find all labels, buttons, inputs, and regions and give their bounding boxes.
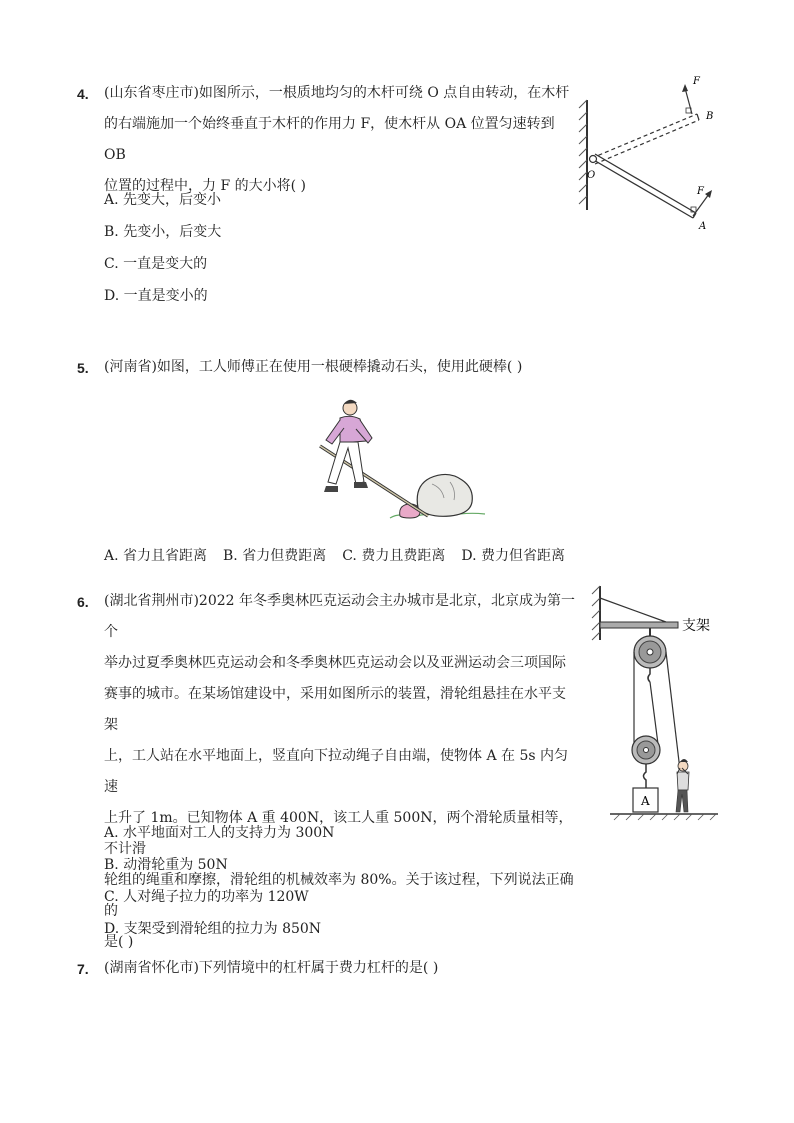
question-6-line-2: 举办过夏季奥林匹克运动会和冬季奥林匹克运动会以及亚洲运动会三项国际 [104,655,566,671]
question-4-stem [104,78,574,202]
question-6-option-d[interactable]: D. 支架受到滑轮组的拉力为 850N [104,921,322,937]
question-7-number: 7. [77,961,89,977]
label-f-bottom: F [697,186,704,197]
label-a: A [699,221,707,230]
question-6-line-6: 轮组的绳重和摩擦，滑轮组的机械效率为 80%。关于该过程，下列说法正确的 [104,872,574,919]
question-4-option-c[interactable]: C. 一直是变大的 [104,256,208,272]
question-5-worker-prying-figure [300,398,495,528]
question-6-line-7: 是( ) [104,934,134,950]
question-5-option-b[interactable]: B. 省力但费距离 [223,548,327,564]
question-6-line-3: 赛事的城市。在某场馆建设中，采用如图所示的装置，滑轮组悬挂在水平支架 [104,686,566,733]
question-5-option-c[interactable]: C. 费力且费距离 [342,548,446,564]
question-4-line-1: (山东省枣庄市)如图所示，一根质地均匀的木杆可绕 O 点自由转动，在木杆 [104,85,570,101]
question-4-number: 4. [77,86,89,102]
label-b: B [706,111,714,122]
question-5-options [104,545,565,565]
question-4-line-2: 的右端施加一个始终垂直于木杆的作用力 F，使木杆从 OA 位置匀速转到 OB [104,116,555,163]
question-5-option-d[interactable]: D. 费力但省距离 [461,548,565,564]
label-f-top: F [693,76,700,87]
question-4-option-b[interactable]: B. 先变小，后变大 [104,224,222,240]
question-5-number: 5. [77,360,89,376]
question-6-number: 6. [77,594,89,610]
question-4-lever-figure [575,70,725,230]
question-6-option-b[interactable]: B. 动滑轮重为 50N [104,857,228,873]
question-6-pulley-figure [588,582,723,822]
question-5-option-a[interactable]: A. 省力且省距离 [104,548,208,564]
question-6-option-c[interactable]: C. 人对绳子拉力的功率为 120W [104,889,309,905]
question-4-line-3: 位置的过程中，力 F 的大小将( ) [104,178,306,194]
support-label: 支架 [682,618,710,634]
label-o: O [587,170,596,181]
pivot-o [590,156,597,163]
question-6-option-a[interactable]: A. 水平地面对工人的支持力为 300N [104,825,335,841]
question-6-line-5: 上升了 1m。已知物体 A 重 400N，该工人重 500N，两个滑轮质量相等，不计滑 [104,810,573,857]
question-5-stem: (河南省)如图，工人师傅正在使用一根硬棒撬动石头，使用此硬棒( ) [104,359,523,375]
question-4-option-d[interactable]: D. 一直是变小的 [104,288,208,304]
question-7-stem: (湖南省怀化市)下列情境中的杠杆属于费力杠杆的是( ) [104,960,439,976]
block-a-label: A [641,794,650,808]
question-6-line-4: 上，工人站在水平地面上，竖直向下拉动绳子自由端，使物体 A 在 5s 内匀速 [104,748,569,795]
question-6-line-1: (湖北省荆州市)2022 年冬季奥林匹克运动会主办城市是北京，北京成为第一个 [104,593,576,640]
question-4-option-a[interactable]: A. 先变大，后变小 [104,192,222,208]
